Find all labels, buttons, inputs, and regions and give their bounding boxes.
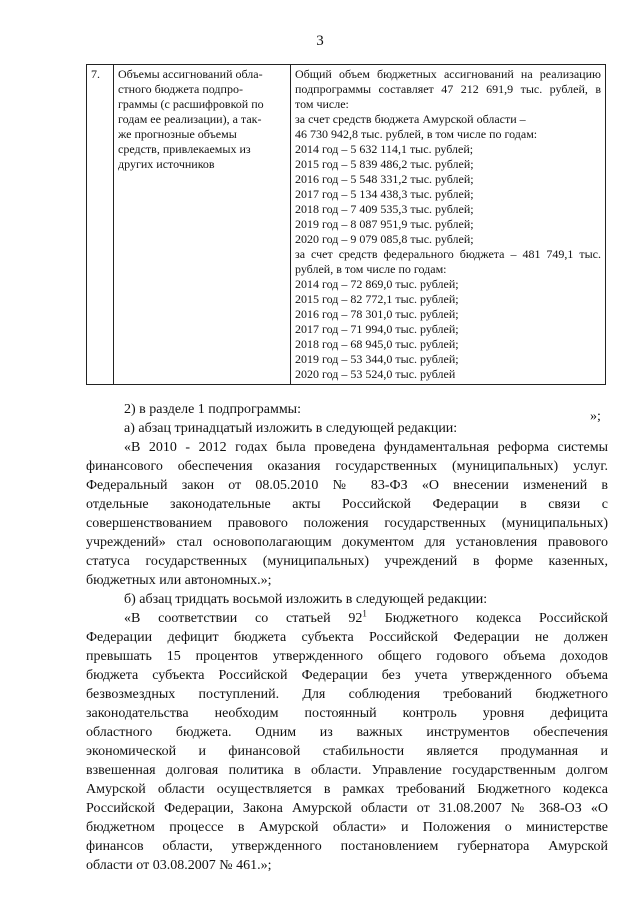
item-2-heading: 2) в разделе 1 подпрограммы: — [124, 402, 301, 417]
row-label-line: же прогнозные объемы — [118, 127, 237, 141]
row-value-line: подпрограммы составляет 47 212 691,9 тыс. рублей, в — [295, 82, 601, 96]
row-value-line: 46 730 942,8 тыс. рублей, в том числе по годам: — [295, 127, 538, 141]
quote-a-line: статуса государственных (муниципальных) учреждений в форме казенных, — [86, 554, 608, 569]
row-value-line: Общий объем бюджетных ассигнований на реализацию — [295, 67, 601, 81]
row-value-line: за счет средств федерального бюджета – 481 749,1 тыс. — [295, 247, 601, 261]
row-value-line: 2014 год – 5 632 114,1 тыс. рублей; — [295, 142, 474, 156]
quote-b-line: превышать 15 процентов утвержденного общего годового объема доходов — [86, 649, 608, 664]
table-row — [87, 65, 606, 385]
quote-b-line: бюджетном процессе в Амурской области» и Положения о министерстве — [86, 820, 608, 835]
row-label-line: стного бюджета подпро- — [118, 82, 243, 96]
row-number: 7. — [91, 67, 100, 81]
row-label-line: средств, привлекаемых из — [118, 142, 251, 156]
row-value-line: 2014 год – 72 869,0 тыс. рублей; — [295, 277, 459, 291]
quote-b-line: безвозмездных поступлений. Для соблюдения требований бюджетного — [86, 687, 608, 702]
row-value-line: 2019 год – 8 087 951,9 тыс. рублей; — [295, 217, 474, 231]
row-value-line: 2020 год – 9 079 085,8 тыс. рублей; — [295, 232, 474, 246]
quote-b-first-rest: Бюджетного кодекса Российской — [366, 611, 608, 626]
row-value-line: 2018 год – 7 409 535,3 тыс. рублей; — [295, 202, 474, 216]
row-label-cell — [114, 65, 291, 385]
quote-b-first-line — [86, 609, 608, 628]
row-value-line: 2015 год – 82 772,1 тыс. рублей; — [295, 292, 459, 306]
budget-table — [86, 64, 606, 385]
row-value-line: 2016 год – 5 548 331,2 тыс. рублей; — [295, 172, 474, 186]
quote-b-line: экономической и финансовой стабильности является продуманная и — [86, 744, 608, 759]
row-number-cell — [87, 65, 114, 385]
row-value-line: 2019 год – 53 344,0 тыс. рублей; — [295, 352, 459, 366]
quote-a-line: финансового обеспечения оказания государственных (муниципальных) услуг. — [86, 459, 608, 474]
quote-a-line: учреждений» стал основополагающим документом для установления правового — [86, 535, 608, 550]
row-value-line: том числе: — [295, 97, 349, 111]
row-value-line: за счет средств бюджета Амурской области – — [295, 112, 526, 126]
item-a-heading: а) абзац тринадцатый изложить в следующей редакции: — [124, 421, 458, 436]
quote-b-first-text: «В соответствии со статьей 92 — [124, 611, 363, 626]
quote-a-line: Федеральный закон от 08.05.2010 № 83-ФЗ «О внесении изменений в — [86, 478, 608, 493]
article-superscript: 1 — [362, 608, 367, 619]
quote-b-line: области от 03.08.2007 № 461.»; — [86, 858, 272, 873]
row-value-line: рублей, в том числе по годам: — [295, 262, 447, 276]
quote-a-line: «В 2010 - 2012 годах была проведена фундаментальная реформа системы — [124, 440, 608, 455]
quote-b-line: Амурской области осуществляется в рамках требований Бюджетного кодекса — [86, 782, 608, 797]
row-value-line: 2016 год – 78 301,0 тыс. рублей; — [295, 307, 459, 321]
page-number: 3 — [316, 33, 324, 49]
row-value-line: 2018 год – 68 945,0 тыс. рублей; — [295, 337, 459, 351]
quote-b-line: финансов области, утвержденного постановлением губернатора Амурской — [86, 839, 608, 854]
quote-b-line: областного бюджета. Одним из важных инструментов обеспечения — [86, 725, 608, 740]
row-value-line: 2015 год – 5 839 486,2 тыс. рублей; — [295, 157, 474, 171]
row-label-line: других источников — [118, 157, 215, 171]
table-closing-mark: »; — [590, 409, 601, 424]
quote-a-line: бюджетных или автономных.»; — [86, 573, 272, 588]
quote-b-line: бюджета субъекта Российской Федерации без учета утвержденного объема — [86, 668, 608, 683]
row-label-line: Объемы ассигнований обла- — [118, 67, 263, 81]
quote-a-line: совершенствованием правового положения государственных (муниципальных) — [86, 516, 608, 531]
quote-b-line: Федерации дефицит бюджета субъекта Российской Федерации не должен — [86, 630, 608, 645]
amendments-text — [86, 400, 608, 875]
row-value-line: 2020 год – 53 524,0 тыс. рублей — [295, 367, 456, 381]
quote-b-line: законодательства необходим постоянный контроль уровня дефицита — [86, 706, 608, 721]
row-value-line: 2017 год – 5 134 438,3 тыс. рублей; — [295, 187, 474, 201]
row-label-line: годам ее реализации), а так- — [118, 112, 262, 126]
item-b-heading: б) абзац тридцать восьмой изложить в следующей редакции: — [124, 592, 488, 607]
row-label-line: граммы (с расшифровкой по — [118, 97, 264, 111]
quote-b-line: Российской Федерации, Закона Амурской области от 31.08.2007 № 368-ОЗ «О — [86, 801, 608, 816]
row-value-line: 2017 год – 71 994,0 тыс. рублей; — [295, 322, 459, 336]
quote-b-line: взвешенная долговая политика в области. Управление государственным долгом — [86, 763, 608, 778]
quote-a-line: отдельные законодательные акты Российской Федерации в связи с — [86, 497, 608, 512]
row-value-cell — [291, 65, 606, 385]
